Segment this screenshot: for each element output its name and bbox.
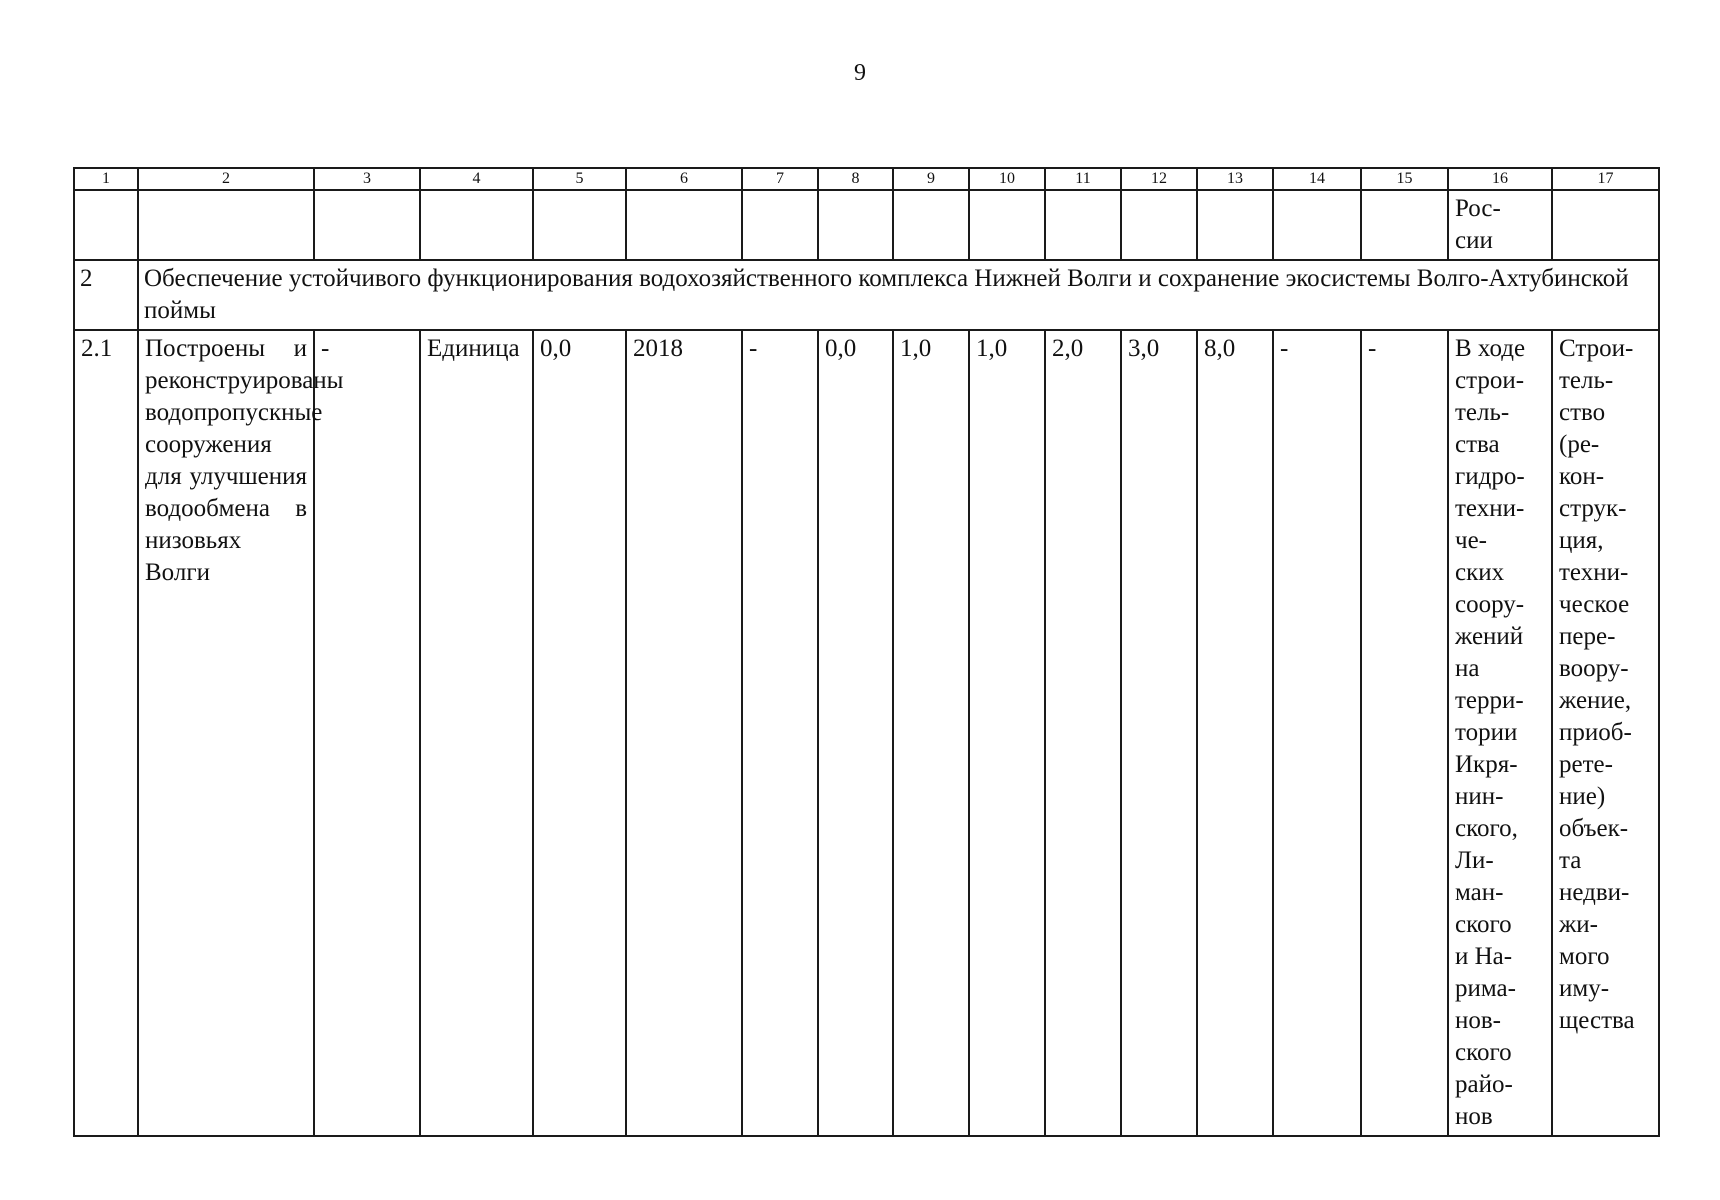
table-cell [818, 190, 893, 260]
column-number: 17 [1552, 168, 1659, 190]
column-number: 3 [314, 168, 420, 190]
column-number: 5 [533, 168, 626, 190]
section-number: 2 [74, 260, 138, 330]
table-cell [1361, 190, 1448, 260]
table-cell [626, 190, 742, 260]
column-number: 2 [138, 168, 314, 190]
column-number: 15 [1361, 168, 1448, 190]
column-number: 1 [74, 168, 138, 190]
continuation-row [74, 190, 1659, 260]
column-number: 12 [1121, 168, 1197, 190]
column-number: 7 [742, 168, 818, 190]
continuation-text: Рос- сии [1448, 190, 1552, 260]
table-cell [533, 190, 626, 260]
table-cell [969, 190, 1045, 260]
column-number-row [74, 168, 1659, 190]
value-cell: 0,0 [818, 330, 893, 1136]
table-cell [420, 190, 533, 260]
value-cell: 3,0 [1121, 330, 1197, 1136]
table-cell [1045, 190, 1121, 260]
section-title: Обеспечение устойчивого функционирования водохозяйственного комплекса Нижней Волги и сохранение экосистемы Волго-Ахтубинской поймы [138, 260, 1659, 330]
table-cell: - [1273, 330, 1361, 1136]
table-cell [1121, 190, 1197, 260]
table-cell [314, 190, 420, 260]
column-number: 8 [818, 168, 893, 190]
column-number: 14 [1273, 168, 1361, 190]
indicators-table [73, 167, 1660, 1137]
table-cell [138, 190, 314, 260]
value-cell: 1,0 [893, 330, 969, 1136]
column-number: 10 [969, 168, 1045, 190]
column-number: 9 [893, 168, 969, 190]
table-cell: - [742, 330, 818, 1136]
table-cell [1197, 190, 1273, 260]
unit-cell: Единица [420, 330, 533, 1136]
value-cell: 2,0 [1045, 330, 1121, 1136]
table-cell: - [1361, 330, 1448, 1136]
column-number: 16 [1448, 168, 1552, 190]
table-cell [74, 190, 138, 260]
page-number: 9 [854, 60, 866, 86]
table-cell [1273, 190, 1361, 260]
table-cell: - [314, 330, 420, 1136]
column-number: 13 [1197, 168, 1273, 190]
indicator-name: Построены и реконструированы водопропускные сооружения для улучшения водообмена в низовьях Волги [138, 330, 314, 1136]
base-value-cell: 0,0 [533, 330, 626, 1136]
value-cell: 8,0 [1197, 330, 1273, 1136]
information-description: Строи- тель- ство (ре- кон- струк- ция, техни- ческое пере- воору- жение, приоб- рете- ние) объек- та недви- жи- мого иму- щества [1552, 330, 1659, 1136]
row-number: 2.1 [74, 330, 138, 1136]
column-number: 6 [626, 168, 742, 190]
value-cell: 1,0 [969, 330, 1045, 1136]
table-cell [893, 190, 969, 260]
connection-description: В ходе строи- тель- ства гидро- техни- че- ских соору- жений на терри- тории Икря- нин- ского, Ли- ман- ского и На- рима- нов- ского райо- нов [1448, 330, 1552, 1136]
table-row [74, 330, 1659, 1136]
table-cell [742, 190, 818, 260]
base-year-cell: 2018 [626, 330, 742, 1136]
column-number: 11 [1045, 168, 1121, 190]
column-number: 4 [420, 168, 533, 190]
section-row [74, 260, 1659, 330]
table-cell [1552, 190, 1659, 260]
